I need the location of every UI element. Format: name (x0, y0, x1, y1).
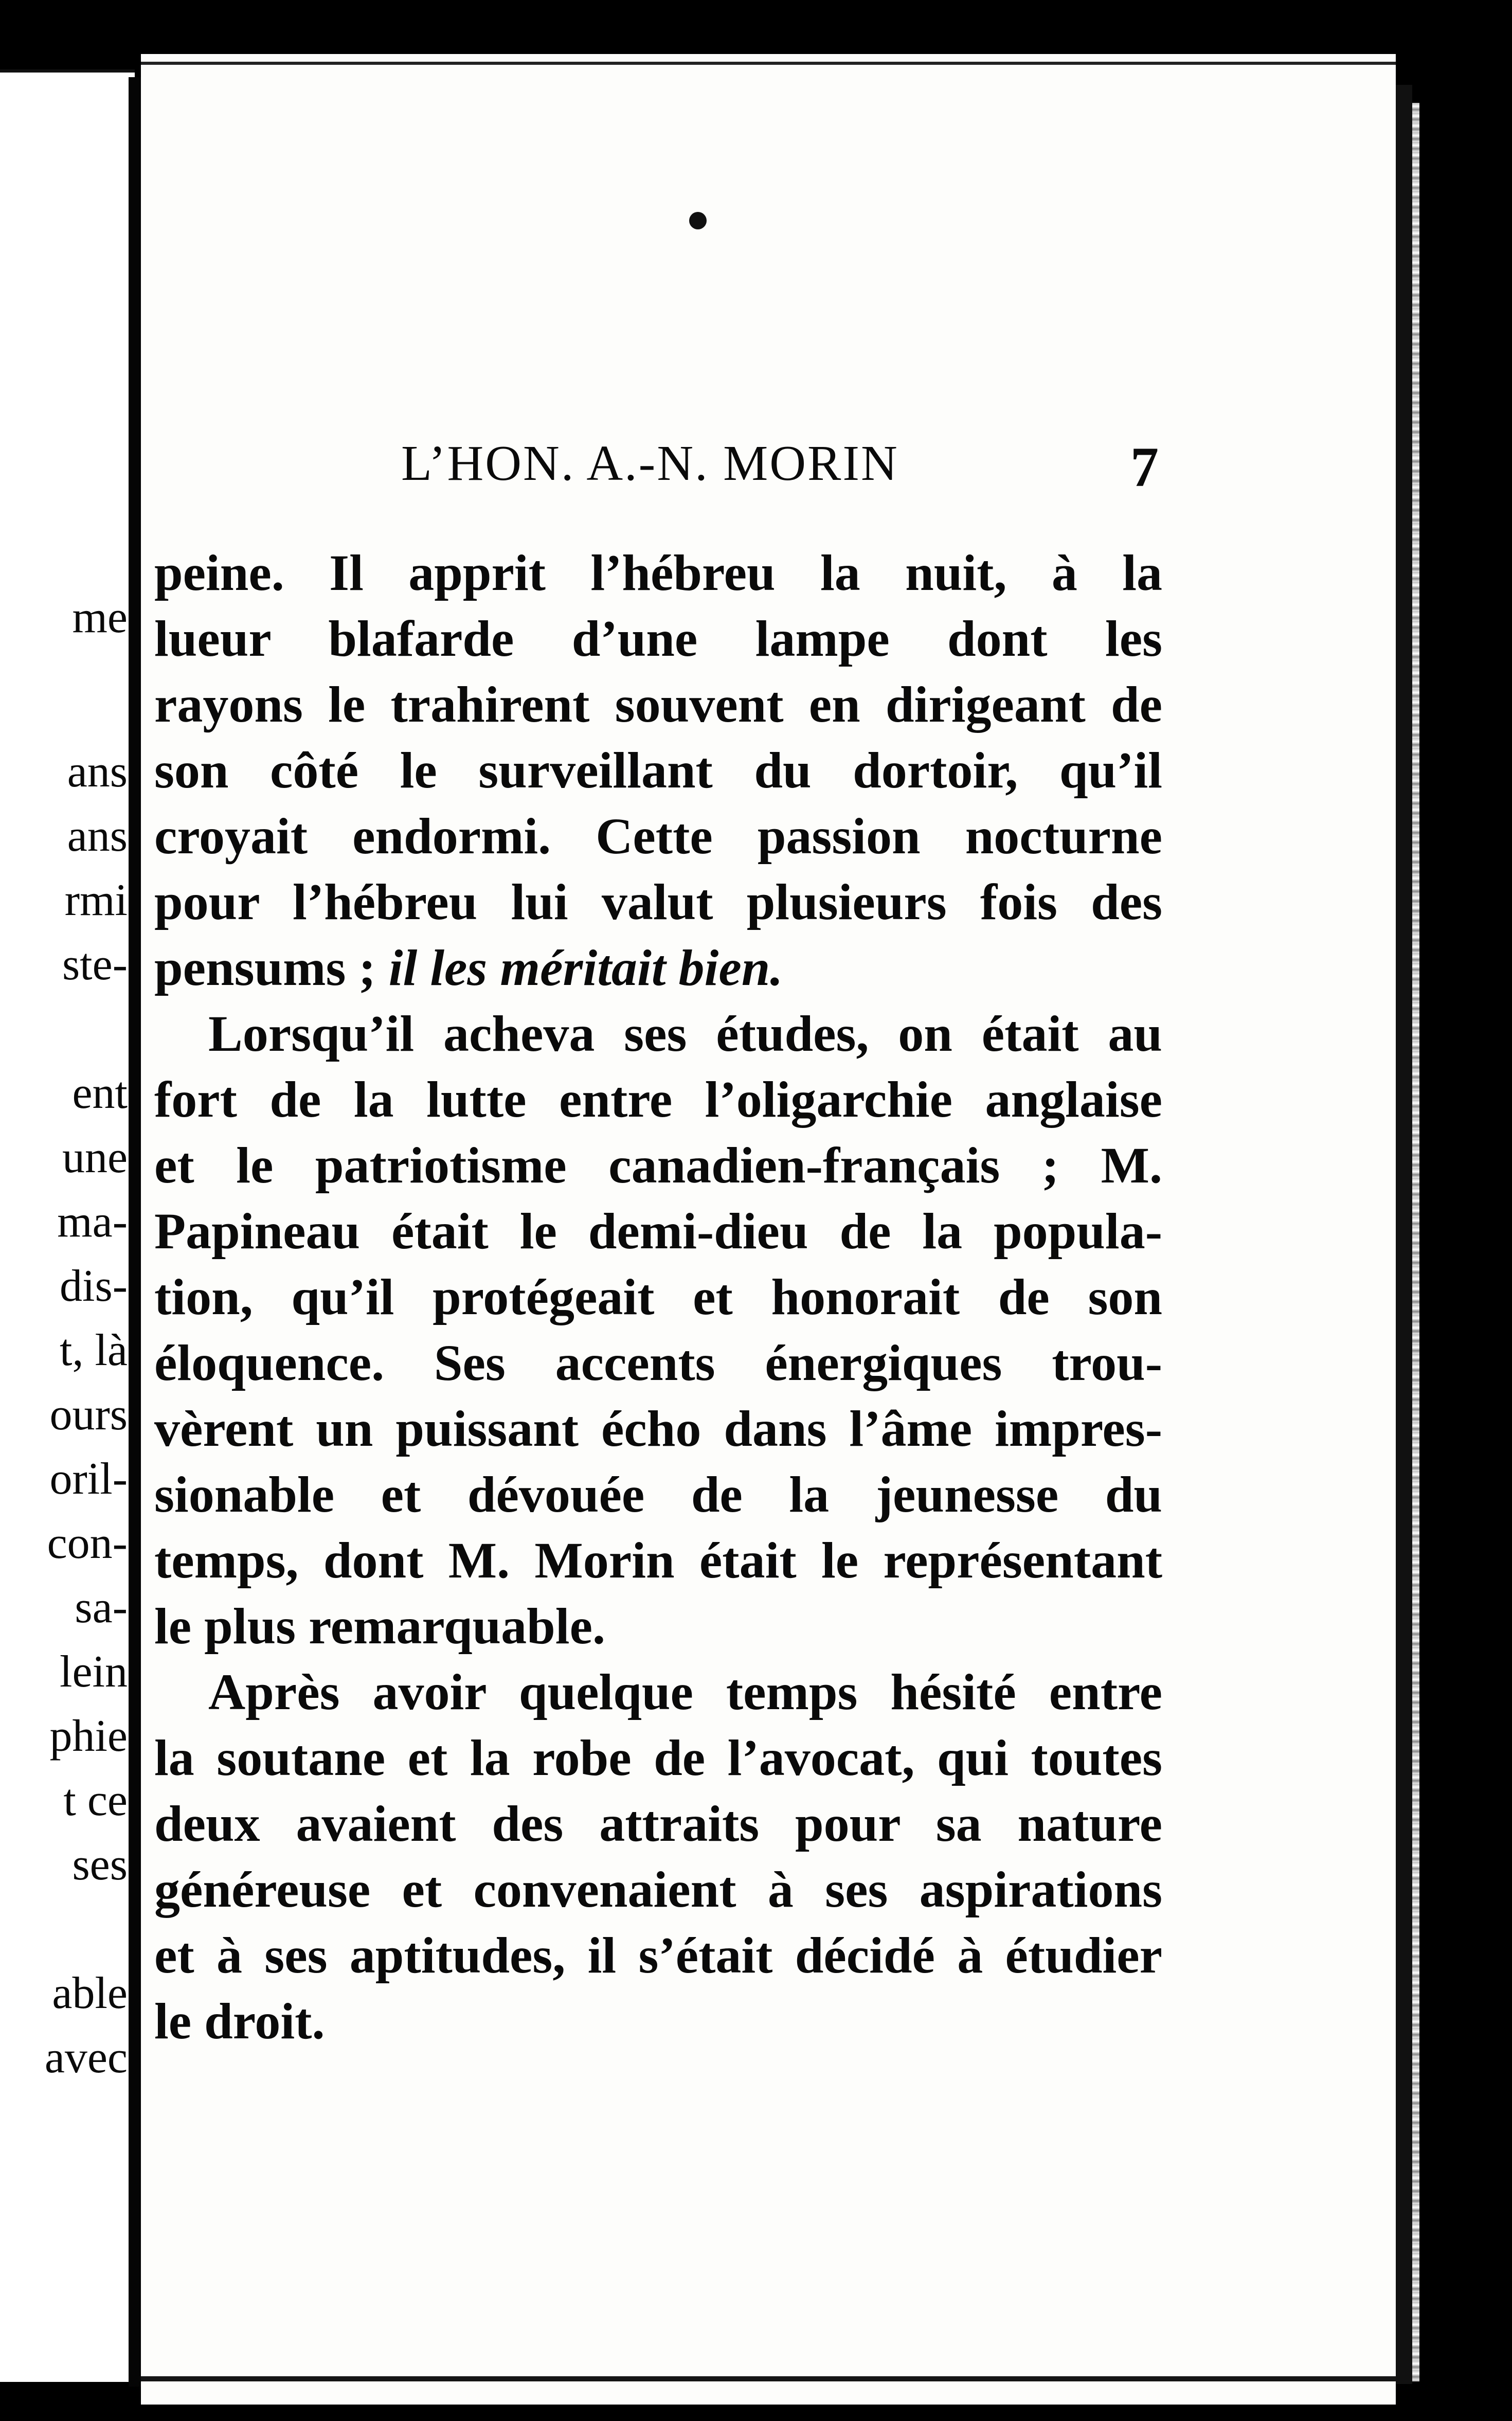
text-line: généreuse et convenaient à ses aspirations (154, 1861, 1162, 1918)
facing-page-fragment: ma- (57, 1197, 128, 1247)
text-line: et à ses aptitudes, il s’était décidé à étudier (154, 1927, 1162, 1984)
text-line: vèrent un puissant écho dans l’âme impres- (154, 1400, 1162, 1457)
text-run: pensums ; (154, 939, 376, 996)
facing-page-edge (0, 69, 135, 2382)
text-line: éloquence. Ses accents énergiques trou- (154, 1334, 1162, 1391)
text-line: sionable et dévouée de la jeunesse du (154, 1466, 1162, 1523)
text-line: peine. Il apprit l’hébreu la nuit, à la (154, 544, 1162, 601)
facing-page-fragment: t, là (60, 1325, 128, 1375)
page-fore-edge (1412, 103, 1419, 2381)
text-line: son côté le surveillant du dortoir, qu’il (154, 742, 1162, 799)
facing-page-fragment: me (72, 593, 128, 642)
facing-page-fragment: con- (47, 1518, 128, 1568)
facing-page-fragment: ans (67, 747, 128, 797)
text-line-paragraph-start: Lorsqu’il acheva ses études, on était au (208, 1005, 1162, 1062)
text-line: rayons le trahirent souvent en dirigeant de (154, 676, 1162, 733)
ink-dot-ornament (689, 212, 707, 229)
facing-page-fragment: ent (72, 1068, 128, 1118)
facing-page-fragment: lein (60, 1647, 128, 1697)
text-line: deux avaient des attraits pour sa nature (154, 1795, 1162, 1852)
text-line-paragraph-end: le plus remarquable. (154, 1598, 605, 1655)
binding-rule (129, 77, 141, 2387)
page-top-edge (141, 62, 1396, 65)
text-line: pour l’hébreu lui valut plusieurs fois des (154, 873, 1162, 930)
facing-page-fragment: rmi (64, 875, 128, 925)
text-line: et le patriotisme canadien-français ; M. (154, 1137, 1162, 1194)
text-line: temps, dont M. Morin était le représentant (154, 1532, 1162, 1589)
facing-page-fragment: able (52, 1968, 128, 2018)
text-line: la soutane et la robe de l’avocat, qui toutes (154, 1729, 1162, 1786)
text-line-paragraph-start: Après avoir quelque temps hésité entre (208, 1663, 1162, 1720)
facing-page-fragment: t ce (63, 1776, 128, 1825)
running-head: L’HON. A.-N. MORIN (401, 436, 899, 491)
facing-page-fragment: sa- (75, 1583, 128, 1633)
text-line: fort de la lutte entre l’oligarchie anglaise (154, 1071, 1162, 1128)
facing-page-fragment: ste- (62, 940, 128, 990)
facing-page-fragment: ses (72, 1840, 128, 1890)
page-right-edge (1396, 85, 1412, 2384)
facing-page-fragment: ans (67, 811, 128, 861)
facing-page-fragment: phie (49, 1711, 128, 1761)
text-line-paragraph-end (154, 935, 1162, 1001)
facing-page-fragment: une (62, 1133, 128, 1182)
text-line: Papineau était le demi-dieu de la popula- (154, 1203, 1162, 1260)
text-line: tion, qu’il protégeait et honorait de son (154, 1268, 1162, 1325)
text-line: croyait endormi. Cette passion nocturne (154, 808, 1162, 865)
facing-page-fragment: dis- (60, 1261, 128, 1311)
italic-phrase: il les méritait bien. (388, 939, 783, 996)
facing-page-fragment: avec (44, 2033, 128, 2083)
page-bottom-edge (141, 2376, 1396, 2381)
facing-page-fragment: ours (49, 1390, 128, 1440)
page-number: 7 (1130, 436, 1159, 498)
facing-page-fragment: oril- (49, 1454, 128, 1504)
text-line: lueur blafarde d’une lampe dont les (154, 610, 1162, 667)
text-line-paragraph-end: le droit. (154, 1993, 325, 2050)
